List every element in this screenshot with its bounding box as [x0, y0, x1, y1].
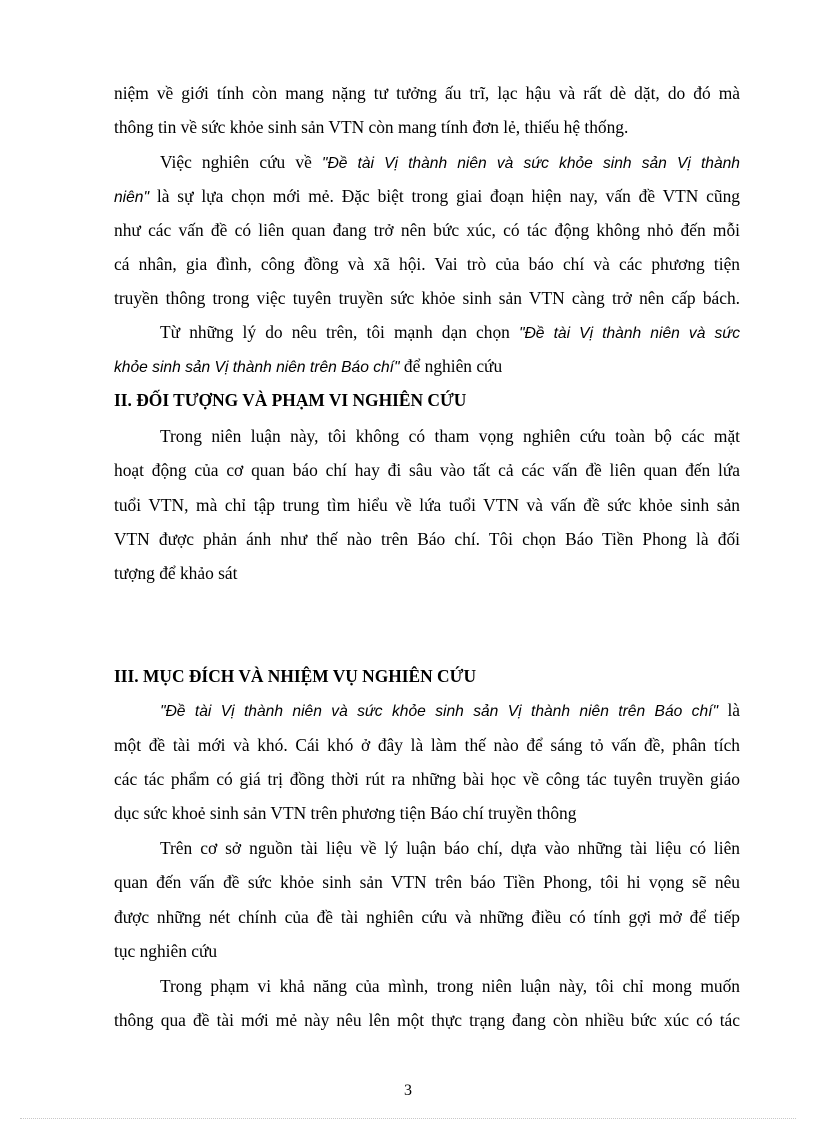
- body-line: VTN được phản ánh như thế nào trên Báo chí. Tôi chọn Báo Tiền Phong là đối: [114, 529, 740, 549]
- italic-title: "Đề tài Vị thành niên và sức: [518, 325, 740, 342]
- section-heading: III. MỤC ĐÍCH VÀ NHIỆM VỤ NGHIÊN CỨU: [114, 666, 477, 686]
- body-line: tuổi VTN, mà chỉ tập trung tìm hiểu về lứa tuổi VTN và vấn đề sức khỏe sinh sản: [114, 495, 740, 515]
- body-line: tục nghiên cứu: [114, 941, 218, 961]
- body-line: quan đến vấn đề sức khỏe sinh sản VTN trên báo Tiền Phong, tôi hi vọng sẽ nêu: [114, 872, 740, 892]
- body-text: Từ những lý do nêu trên, tôi mạnh dạn chọn: [160, 322, 519, 342]
- body-line: [114, 185, 740, 209]
- body-line: niệm về giới tính còn mang nặng tư tưởng ấu trĩ, lạc hậu và rất dè dặt, do đó mà: [114, 83, 740, 103]
- body-line: thông tin về sức khỏe sinh sản VTN còn mang tính đơn lẻ, thiếu hệ thống.: [114, 117, 629, 137]
- body-line: [160, 699, 740, 723]
- body-text: là sự lựa chọn mới mẻ. Đặc biệt trong giai đoạn hiện nay, vấn đề VTN cũng: [149, 186, 740, 206]
- page-bottom-divider: [20, 1118, 796, 1119]
- body-line: được những nét chính của đề tài nghiên cứu và những điều có tính gợi mở để tiếp: [114, 907, 740, 927]
- body-line: Trong phạm vi khả năng của mình, trong niên luận này, tôi chỉ mong muốn: [160, 976, 740, 996]
- body-line: một đề tài mới và khó. Cái khó ở đây là làm thế nào để sáng tỏ vấn đề, phân tích: [114, 735, 740, 755]
- body-line: các tác phẩm có giá trị đồng thời rút ra những bài học về công tác tuyên truyền giáo: [114, 769, 740, 789]
- body-line: [160, 151, 740, 175]
- body-line: tượng để khảo sát: [114, 563, 238, 583]
- body-line: [160, 321, 740, 345]
- body-line: truyền thông trong việc tuyên truyền sức khỏe sinh sản VTN càng trở nên cấp bách.: [114, 288, 740, 308]
- body-text: để nghiên cứu: [399, 356, 503, 376]
- body-text: Việc nghiên cứu về: [160, 152, 322, 172]
- italic-title: niên": [114, 189, 150, 206]
- italic-title: "Đề tài Vị thành niên và sức khỏe sinh sản Vị thành: [321, 155, 740, 172]
- italic-title: khỏe sinh sản Vị thành niên trên Báo chí": [114, 359, 400, 376]
- body-line: dục sức khoẻ sinh sản VTN trên phương tiện Báo chí truyền thông: [114, 803, 577, 823]
- body-line: cá nhân, gia đình, công đồng và xã hội. Vai trò của báo chí và các phương tiện: [114, 254, 740, 274]
- section-heading: II. ĐỐI TƯỢNG VÀ PHẠM VI NGHIÊN CỨU: [114, 390, 467, 410]
- italic-title: "Đề tài Vị thành niên và sức khỏe sinh sản Vị thành niên trên Báo chí": [160, 703, 719, 720]
- body-line: thông qua đề tài mới mẻ này nêu lên một thực trạng đang còn nhiều bức xúc có tác: [114, 1010, 740, 1030]
- page-number: 3: [404, 1082, 412, 1099]
- body-line: Trên cơ sở nguồn tài liệu về lý luận báo chí, dựa vào những tài liệu có liên: [160, 838, 740, 858]
- body-line: Trong niên luận này, tôi không có tham vọng nghiên cứu toàn bộ các mặt: [160, 426, 740, 446]
- body-line: như các vấn đề có liên quan đang trở nên bức xúc, có tác động không nhỏ đến mỗi: [114, 220, 740, 240]
- body-line: [114, 355, 740, 379]
- body-line: hoạt động của cơ quan báo chí hay đi sâu vào tất cả các vấn đề liên quan đến lứa: [114, 460, 740, 480]
- body-text: là: [718, 700, 740, 720]
